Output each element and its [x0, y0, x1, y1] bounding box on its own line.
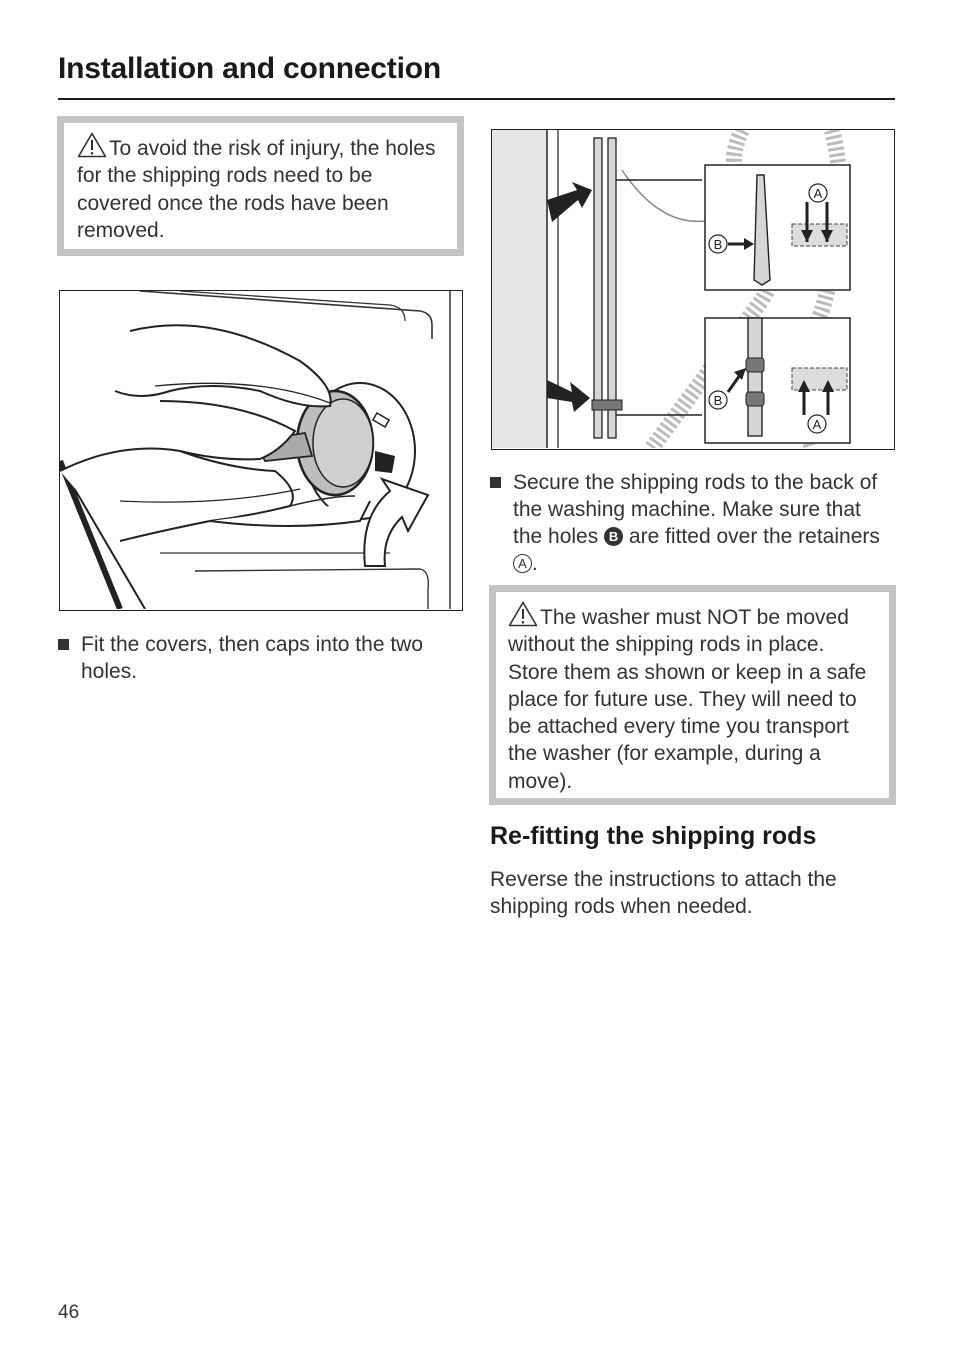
label-b-bottom: B: [713, 393, 723, 408]
bullet-text-part3: .: [532, 552, 538, 575]
instruction-bullet-secure-rods: [490, 469, 895, 577]
section-body: Reverse the instructions to attach the shipping rods when needed.: [490, 868, 837, 918]
page-title: Installation and connection: [58, 52, 441, 85]
warning-triangle-icon: [77, 132, 107, 158]
figure-shipping-rods: [491, 129, 895, 450]
bullet-text-part2: are fitted over the retainers: [623, 525, 880, 548]
shipping-rods-diagram-icon: [492, 130, 893, 448]
bullet-text-part1: Secure the shipping rods to the back of the washing machine. Make sure that the holes: [513, 471, 878, 548]
bullet-text: Fit the covers, then caps into the two holes.: [81, 633, 424, 683]
section-heading: Re-fitting the shipping rods: [490, 822, 817, 850]
header-divider: [58, 98, 895, 100]
label-a-bottom: A: [812, 417, 822, 432]
label-b-top: B: [713, 237, 723, 252]
warning-box-injury: [57, 116, 464, 256]
warning-text: The washer must NOT be moved without the shipping rods in place. Store them as shown or keep in a safe place for future use. They will need to be attached every time you transport the washer (for example, during a move).: [508, 606, 867, 793]
warning-triangle-icon: [508, 601, 538, 627]
marker-b-icon: B: [604, 527, 623, 546]
hand-fitting-cap-icon: [60, 291, 461, 609]
warning-text: To avoid the risk of injury, the holes for the shipping rods need to be covered once the rods have been removed.: [77, 137, 436, 242]
page-number: 46: [58, 1302, 80, 1323]
bullet-square-icon: [490, 477, 501, 488]
label-a-top: A: [813, 186, 823, 201]
instruction-bullet-fit-covers: [58, 631, 463, 685]
marker-a-icon: A: [513, 554, 532, 573]
figure-fitting-caps: [59, 290, 463, 611]
warning-box-transport: [489, 585, 896, 805]
bullet-square-icon: [58, 639, 69, 650]
